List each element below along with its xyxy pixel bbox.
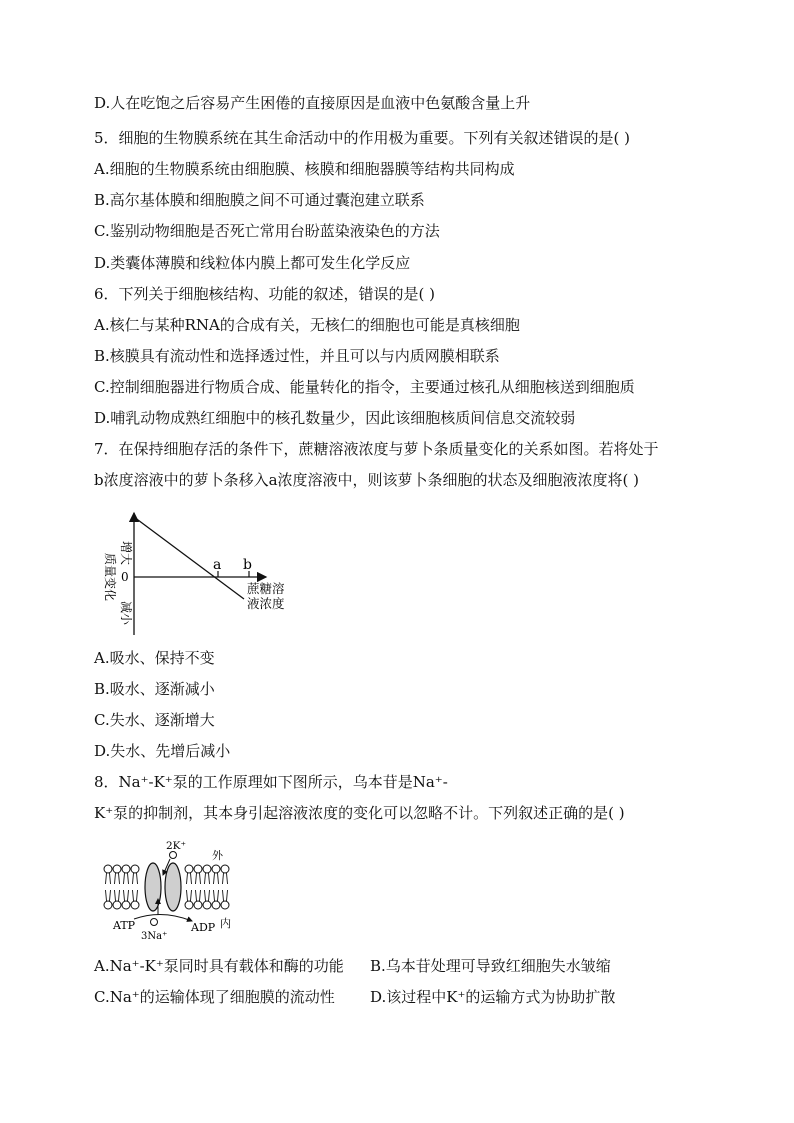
q8-pump-subunit-right [165, 863, 181, 911]
phospholipid-tail [223, 890, 228, 901]
q7-figure [94, 505, 294, 640]
phospholipid-tail [115, 873, 120, 884]
phospholipid-head [212, 901, 220, 909]
phospholipid-head [185, 865, 193, 873]
q8-label-adp: ADP [191, 921, 216, 934]
phospholipid-head [221, 901, 229, 909]
q7-option-d: D.失水、先增后减小 [94, 742, 231, 760]
q8-label-na: 3Na⁺ [141, 931, 168, 942]
q8-na-ion [151, 919, 158, 926]
q8-option-row-1 [94, 956, 611, 976]
q7-option-c: C.失水、逐渐增大 [94, 711, 215, 729]
phospholipid-tail [187, 890, 192, 901]
phospholipid-tail [187, 873, 192, 884]
q8-option-row-2 [94, 987, 615, 1007]
q8-stem-line2: K⁺泵的抑制剂，其本身引起溶液浓度的变化可以忽略不计。下列叙述正确的是( ) [94, 804, 625, 822]
q7-label-b: b [243, 557, 252, 573]
q8-label-outside: 外 [212, 849, 223, 862]
phospholipid-tail [214, 873, 219, 884]
q8-pump-subunit-left [145, 863, 161, 911]
q5-option-c: C.鉴别动物细胞是否死亡常用台盼蓝染液染色的方法 [94, 222, 440, 240]
q8-stem-line1: 8．Na⁺-K⁺泵的工作原理如下图所示，乌本苷是Na⁺- [94, 773, 448, 791]
phospholipid-head [122, 901, 130, 909]
q7-option-a: A.吸水、保持不变 [94, 649, 215, 667]
phospholipid-head [221, 865, 229, 873]
phospholipid-tail [133, 873, 138, 884]
phospholipid-head [194, 901, 202, 909]
q7-stem-line2: b浓度溶液中的萝卜条移入a浓度溶液中，则该萝卜条细胞的状态及细胞液浓度将( ) [94, 471, 640, 489]
phospholipid-head [203, 865, 211, 873]
q5-option-d: D.类囊体薄膜和线粒体内膜上都可发生化学反应 [94, 254, 411, 272]
phospholipid-tail [106, 873, 111, 884]
q7-stem-line1: 7．在保持细胞存活的条件下，蔗糖溶液浓度与萝卜条质量变化的关系如图。若将处于 [94, 440, 659, 458]
phospholipid-head [113, 865, 121, 873]
phospholipid-head [113, 901, 121, 909]
q6-stem: 6．下列关于细胞核结构、功能的叙述，错误的是( ) [94, 285, 436, 303]
phospholipid-tail [115, 890, 120, 901]
phospholipid-tail [124, 873, 129, 884]
phospholipid-tail [106, 890, 111, 901]
phospholipid-head [104, 865, 112, 873]
q7-label-increase: 增大 [119, 540, 133, 566]
q6-option-a: A.核仁与某种RNA的合成有关，无核仁的细胞也可能是真核细胞 [94, 316, 520, 334]
q7-xlabel-line2: 液浓度 [247, 596, 285, 611]
q6-option-b: B.核膜具有流动性和选择透过性，并且可以与内质网膜相联系 [94, 347, 500, 365]
q5-option-b: B.高尔基体膜和细胞膜之间不可通过囊泡建立联系 [94, 191, 425, 209]
q6-option-c: C.控制细胞器进行物质合成、能量转化的指令，主要通过核孔从细胞核送到细胞质 [94, 378, 635, 396]
q7-ylabel: 质量变化 [103, 552, 117, 602]
phospholipid-head [203, 901, 211, 909]
q8-option-a: A.Na⁺-K⁺泵同时具有载体和酶的功能 [94, 957, 344, 975]
q4-option-d: D.人在吃饱之后容易产生困倦的直接原因是血液中色氨酸含量上升 [94, 94, 531, 112]
phospholipid-head [122, 865, 130, 873]
q6-option-d: D.哺乳动物成熟红细胞中的核孔数量少，因此该细胞核质间信息交流较弱 [94, 409, 576, 427]
phospholipid-tail [223, 873, 228, 884]
q8-label-inside: 内 [220, 917, 231, 930]
q8-label-k: 2K⁺ [166, 840, 187, 852]
phospholipid-head [131, 901, 139, 909]
q7-trend-line [134, 517, 244, 599]
phospholipid-head [131, 865, 139, 873]
phospholipid-tail [205, 873, 210, 884]
phospholipid-tail [196, 890, 201, 901]
q8-option-c: C.Na⁺的运输体现了细胞膜的流动性 [94, 988, 335, 1006]
q8-atp-adp-arrow [134, 914, 192, 921]
phospholipid-tail [214, 890, 219, 901]
phospholipid-head [185, 901, 193, 909]
phospholipid-tail [205, 890, 210, 901]
q7-label-a: a [213, 557, 222, 573]
phospholipid-head [194, 865, 202, 873]
phospholipid-tail [133, 890, 138, 901]
q7-label-decrease: 减小 [119, 600, 133, 626]
q8-k-ion [170, 852, 177, 859]
q5-stem: 5．细胞的生物膜系统在其生命活动中的作用极为重要。下列有关叙述错误的是( ) [94, 129, 631, 147]
q8-option-d: D.该过程中K⁺的运输方式为协助扩散 [370, 988, 616, 1006]
q8-option-b: B.乌本苷处理可导致红细胞失水皱缩 [370, 957, 611, 975]
phospholipid-tail [124, 890, 129, 901]
q8-figure [100, 835, 240, 945]
q7-label-zero: 0 [121, 570, 129, 584]
phospholipid-tail [196, 873, 201, 884]
q7-option-b: B.吸水、逐渐减小 [94, 680, 215, 698]
q5-option-a: A.细胞的生物膜系统由细胞膜、核膜和细胞器膜等结构共同构成 [94, 160, 515, 178]
q8-label-atp: ATP [113, 919, 136, 932]
phospholipid-head [212, 865, 220, 873]
q7-xlabel-line1: 蔗糖溶 [247, 581, 285, 596]
phospholipid-head [104, 901, 112, 909]
